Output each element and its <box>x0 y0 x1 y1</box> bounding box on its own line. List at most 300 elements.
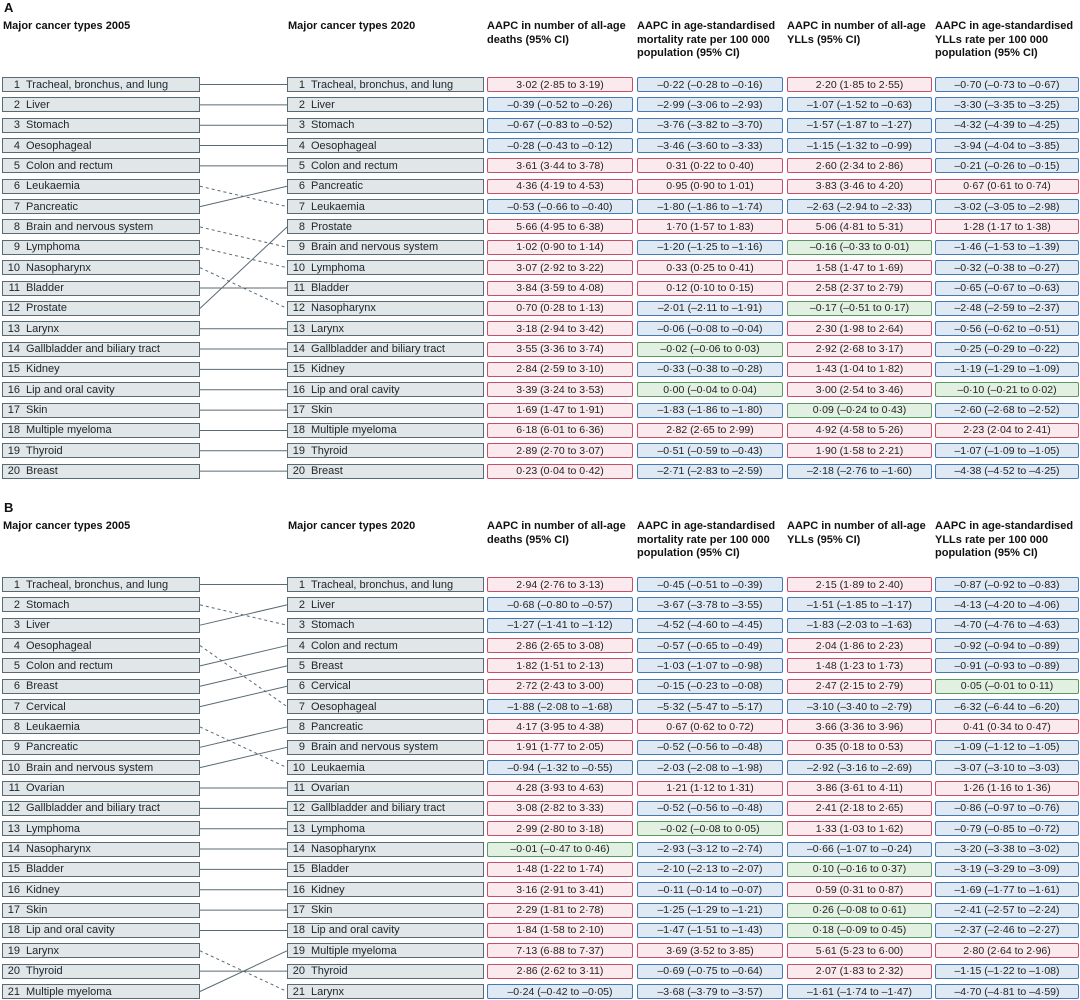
rank-number: 3 <box>13 619 20 632</box>
cancer-2005-box <box>2 658 200 673</box>
cancer-name: Thyroid <box>311 965 348 978</box>
aapc-ylls_rate-box: –1·09 (–1·12 to –1·05) <box>935 740 1079 755</box>
cancer-name: Nasopharynx <box>311 302 376 315</box>
aapc-mortality_rate-box: –3·68 (–3·79 to –3·57) <box>637 984 783 999</box>
cancer-name: Leukaemia <box>26 180 80 193</box>
rank-number: 6 <box>298 180 305 193</box>
aapc-ylls-box: 0·26 (–0·08 to 0·61) <box>787 903 932 918</box>
aapc-ylls_rate-box: –2·37 (–2·46 to –2·27) <box>935 923 1079 938</box>
cancer-name: Multiple myeloma <box>26 424 112 437</box>
aapc-mortality_rate-box: –3·46 (–3·60 to –3·33) <box>637 138 783 153</box>
cancer-name: Skin <box>311 404 333 417</box>
cancer-name: Prostate <box>26 302 67 315</box>
cancer-name: Multiple myeloma <box>311 424 397 437</box>
aapc-ylls-box: 2·07 (1·83 to 2·32) <box>787 964 932 979</box>
rank-number: 7 <box>13 700 20 713</box>
cancer-name: Prostate <box>311 220 352 233</box>
aapc-ylls_rate-box: –4·38 (–4·52 to –4·25) <box>935 464 1079 479</box>
aapc-mortality_rate-box: –0·45 (–0·51 to –0·39) <box>637 577 783 592</box>
cancer-name: Oesophageal <box>26 139 92 152</box>
header-cancer-2005: Major cancer types 2005 <box>3 20 131 32</box>
aapc-ylls-box: 2·60 (2·34 to 2·86) <box>787 158 932 173</box>
aapc-ylls-box: 0·59 (0·31 to 0·87) <box>787 882 932 897</box>
rank-number: 9 <box>13 741 20 754</box>
cancer-name: Colon and rectum <box>26 159 113 172</box>
rank-number: 20 <box>7 965 20 978</box>
cancer-2020-box <box>287 699 484 714</box>
aapc-deaths-box: 5·66 (4·95 to 6·38) <box>487 219 633 234</box>
rank-number: 6 <box>298 680 305 693</box>
aapc-ylls_rate-box: –2·41 (–2·57 to –2·24) <box>935 903 1079 918</box>
cancer-2005-box <box>2 618 200 633</box>
rank-number: 21 <box>292 985 305 998</box>
cancer-2005-box <box>2 138 200 153</box>
cancer-name: Tracheal, bronchus, and lung <box>311 78 454 91</box>
cancer-name: Pancreatic <box>26 200 78 213</box>
aapc-ylls_rate-box: –4·13 (–4·20 to –4·06) <box>935 597 1079 612</box>
aapc-deaths-box: –0·01 (–0·47 to 0·46) <box>487 842 633 857</box>
cancer-2005-box <box>2 903 200 918</box>
cancer-2005-box <box>2 240 200 255</box>
cancer-name: Breast <box>26 465 58 478</box>
aapc-ylls_rate-box: –3·19 (–3·29 to –3·09) <box>935 862 1079 877</box>
rank-number: 10 <box>7 761 20 774</box>
cancer-name: Oesophageal <box>311 700 377 713</box>
rank-number: 7 <box>298 700 305 713</box>
aapc-deaths-box: 3·39 (3·24 to 3·53) <box>487 382 633 397</box>
cancer-2020-box <box>287 740 484 755</box>
aapc-ylls_rate-box: –2·60 (–2·68 to –2·52) <box>935 403 1079 418</box>
cancer-2005-box <box>2 77 200 92</box>
cancer-name: Thyroid <box>26 965 63 978</box>
aapc-ylls-box: –2·63 (–2·94 to –2·33) <box>787 199 932 214</box>
aapc-mortality_rate-box: 0·67 (0·62 to 0·72) <box>637 719 783 734</box>
cancer-2005-box <box>2 882 200 897</box>
aapc-ylls_rate-box: –0·92 (–0·94 to –0·89) <box>935 638 1079 653</box>
aapc-deaths-box: 4·36 (4·19 to 4·53) <box>487 179 633 194</box>
cancer-name: Pancreatic <box>26 741 78 754</box>
rank-number: 1 <box>298 578 305 591</box>
cancer-name: Liver <box>26 98 50 111</box>
cancer-2005-box <box>2 403 200 418</box>
aapc-ylls_rate-box: –0·79 (–0·85 to –0·72) <box>935 821 1079 836</box>
cancer-name: Brain and nervous system <box>311 241 439 254</box>
cancer-2005-box <box>2 842 200 857</box>
aapc-mortality_rate-box: 3·69 (3·52 to 3·85) <box>637 943 783 958</box>
aapc-mortality_rate-box: –1·20 (–1·25 to –1·16) <box>637 240 783 255</box>
aapc-mortality_rate-box: –2·93 (–3·12 to –2·74) <box>637 842 783 857</box>
aapc-ylls-box: 1·58 (1·47 to 1·69) <box>787 260 932 275</box>
cancer-name: Lymphoma <box>26 822 81 835</box>
aapc-ylls_rate-box: –3·02 (–3·05 to –2·98) <box>935 199 1079 214</box>
aapc-mortality_rate-box: –3·76 (–3·82 to –3·70) <box>637 118 783 133</box>
rank-number: 5 <box>298 659 305 672</box>
cancer-2020-box <box>287 179 484 194</box>
aapc-deaths-box: 1·02 (0·90 to 1·14) <box>487 240 633 255</box>
cancer-name: Ovarian <box>26 782 65 794</box>
cancer-name: Breast <box>311 465 343 478</box>
aapc-mortality_rate-box: –0·57 (–0·65 to –0·49) <box>637 638 783 653</box>
aapc-mortality_rate-box: –4·52 (–4·60 to –4·45) <box>637 618 783 633</box>
cancer-2005-box <box>2 597 200 612</box>
aapc-deaths-box: 1·69 (1·47 to 1·91) <box>487 403 633 418</box>
rank-number: 14 <box>292 343 305 356</box>
aapc-ylls_rate-box: –4·70 (–4·76 to –4·63) <box>935 618 1079 633</box>
cancer-2005-box <box>2 464 200 479</box>
aapc-mortality_rate-box: –2·01 (–2·11 to –1·91) <box>637 301 783 316</box>
cancer-2020-box <box>287 597 484 612</box>
header-aapc-deaths: AAPC in number of all-age deaths (95% CI) <box>487 520 626 546</box>
cancer-name: Larynx <box>311 985 345 998</box>
cancer-name: Colon and rectum <box>311 159 398 172</box>
rank-number: 10 <box>292 261 305 274</box>
cancer-2005-box <box>2 199 200 214</box>
cancer-2020-box <box>287 240 484 255</box>
cancer-2020-box <box>287 138 484 153</box>
aapc-mortality_rate-box: –1·80 (–1·86 to –1·74) <box>637 199 783 214</box>
aapc-deaths-box: –0·67 (–0·83 to –0·52) <box>487 118 633 133</box>
aapc-ylls_rate-box: –0·21 (–0·26 to –0·15) <box>935 158 1079 173</box>
cancer-2005-box <box>2 719 200 734</box>
cancer-2020-box <box>287 97 484 112</box>
aapc-mortality_rate-box: 1·70 (1·57 to 1·83) <box>637 219 783 234</box>
aapc-ylls-box: –1·07 (–1·52 to –0·63) <box>787 97 932 112</box>
header-aapc-ylls: AAPC in number of all-age YLLs (95% CI) <box>787 520 926 546</box>
aapc-deaths-box: 2·86 (2·65 to 3·08) <box>487 638 633 653</box>
rank-number: 11 <box>8 782 20 794</box>
cancer-2005-box <box>2 984 200 999</box>
rank-number: 17 <box>7 404 20 417</box>
cancer-name: Oesophageal <box>26 639 92 652</box>
cancer-2020-box <box>287 862 484 877</box>
aapc-ylls_rate-box: –1·69 (–1·77 to –1·61) <box>935 882 1079 897</box>
cancer-2005-box <box>2 158 200 173</box>
rank-number: 18 <box>292 924 305 937</box>
aapc-ylls_rate-box: –0·56 (–0·62 to –0·51) <box>935 321 1079 336</box>
rank-number: 5 <box>13 159 20 172</box>
cancer-2005-box <box>2 321 200 336</box>
cancer-name: Lymphoma <box>311 261 366 274</box>
rank-number: 8 <box>13 220 20 233</box>
cancer-name: Bladder <box>311 282 349 294</box>
rank-number: 13 <box>292 322 305 335</box>
cancer-2020-box <box>287 260 484 275</box>
cancer-2005-box <box>2 801 200 816</box>
rank-number: 14 <box>292 843 305 856</box>
cancer-2020-box <box>287 923 484 938</box>
rank-number: 4 <box>298 639 305 652</box>
cancer-name: Ovarian <box>311 782 350 794</box>
aapc-ylls-box: 5·61 (5·23 to 6·00) <box>787 943 932 958</box>
rank-number: 2 <box>13 598 20 611</box>
cancer-2005-box <box>2 179 200 194</box>
aapc-mortality_rate-box: –1·25 (–1·29 to –1·21) <box>637 903 783 918</box>
aapc-ylls-box: 3·86 (3·61 to 4·11) <box>787 781 932 796</box>
header-cancer-2020: Major cancer types 2020 <box>288 20 416 32</box>
aapc-deaths-box: –0·39 (–0·52 to –0·26) <box>487 97 633 112</box>
aapc-deaths-box: 3·61 (3·44 to 3·78) <box>487 158 633 173</box>
cancer-2020-box <box>287 382 484 397</box>
cancer-2020-box <box>287 658 484 673</box>
cancer-name: Nasopharynx <box>311 843 376 856</box>
aapc-ylls-box: –2·92 (–3·16 to –2·69) <box>787 760 932 775</box>
cancer-name: Gallbladder and biliary tract <box>26 343 160 356</box>
rank-number: 2 <box>298 598 305 611</box>
cancer-2005-box <box>2 862 200 877</box>
aapc-ylls_rate-box: –3·20 (–3·38 to –3·02) <box>935 842 1079 857</box>
aapc-ylls-box: 2·30 (1·98 to 2·64) <box>787 321 932 336</box>
aapc-deaths-box: 2·72 (2·43 to 3·00) <box>487 679 633 694</box>
aapc-mortality_rate-box: 1·21 (1·12 to 1·31) <box>637 781 783 796</box>
header-aapc-ylls-rate: AAPC in age-standardised YLLs rate per 100 000 population (95% CI) <box>935 520 1074 559</box>
rank-number: 3 <box>298 619 305 632</box>
rank-number: 10 <box>292 761 305 774</box>
aapc-ylls-box: –1·61 (–1·74 to –1·47) <box>787 984 932 999</box>
rank-number: 12 <box>7 302 20 315</box>
cancer-name: Stomach <box>311 119 355 132</box>
aapc-deaths-box: –1·88 (–2·08 to –1·68) <box>487 699 633 714</box>
aapc-ylls-box: 2·20 (1·85 to 2·55) <box>787 77 932 92</box>
cancer-2005-box <box>2 964 200 979</box>
rank-number: 8 <box>13 720 20 733</box>
rank-number: 18 <box>7 424 20 437</box>
cancer-name: Brain and nervous system <box>26 220 154 233</box>
aapc-ylls_rate-box: –0·70 (–0·73 to –0·67) <box>935 77 1079 92</box>
aapc-ylls-box: 3·66 (3·36 to 3·96) <box>787 719 932 734</box>
header-aapc-mortality-rate: AAPC in age-standardised mortality rate per 100 000 population (95% CI) <box>637 20 776 59</box>
cancer-2020-box <box>287 219 484 234</box>
aapc-mortality_rate-box: 0·31 (0·22 to 0·40) <box>637 158 783 173</box>
cancer-name: Bladder <box>311 863 349 876</box>
rank-number: 15 <box>7 863 20 876</box>
aapc-ylls-box: –0·17 (–0·51 to 0·17) <box>787 301 932 316</box>
aapc-ylls_rate-box: –4·32 (–4·39 to –4·25) <box>935 118 1079 133</box>
aapc-ylls_rate-box: –0·25 (–0·29 to –0·22) <box>935 342 1079 357</box>
aapc-deaths-box: 1·91 (1·77 to 2·05) <box>487 740 633 755</box>
aapc-ylls-box: 5·06 (4·81 to 5·31) <box>787 219 932 234</box>
rank-number: 18 <box>7 924 20 937</box>
aapc-deaths-box: 3·07 (2·92 to 3·22) <box>487 260 633 275</box>
rank-number: 17 <box>292 904 305 917</box>
cancer-2005-box <box>2 443 200 458</box>
cancer-name: Tracheal, bronchus, and lung <box>26 78 169 91</box>
aapc-mortality_rate-box: –2·71 (–2·83 to –2·59) <box>637 464 783 479</box>
rank-number: 19 <box>292 444 305 457</box>
aapc-mortality_rate-box: –0·06 (–0·08 to –0·04) <box>637 321 783 336</box>
aapc-ylls-box: 2·15 (1·89 to 2·40) <box>787 577 932 592</box>
aapc-ylls_rate-box: –4·70 (–4·81 to –4·59) <box>935 984 1079 999</box>
aapc-deaths-box: 0·70 (0·28 to 1·13) <box>487 301 633 316</box>
rank-link-line <box>200 727 287 768</box>
cancer-2005-box <box>2 219 200 234</box>
cancer-2020-box <box>287 301 484 316</box>
aapc-deaths-box: 1·82 (1·51 to 2·13) <box>487 658 633 673</box>
rank-number: 2 <box>298 98 305 111</box>
aapc-deaths-box: 0·23 (0·04 to 0·42) <box>487 464 633 479</box>
header-aapc-deaths: AAPC in number of all-age deaths (95% CI) <box>487 20 626 46</box>
cancer-2020-box <box>287 943 484 958</box>
rank-link-line <box>200 646 287 666</box>
aapc-ylls_rate-box: –1·07 (–1·09 to –1·05) <box>935 443 1079 458</box>
cancer-2005-box <box>2 423 200 438</box>
cancer-2020-box <box>287 821 484 836</box>
rank-number: 12 <box>292 302 305 315</box>
aapc-ylls-box: –1·83 (–2·03 to –1·63) <box>787 618 932 633</box>
cancer-name: Thyroid <box>311 444 348 457</box>
rank-number: 6 <box>13 680 20 693</box>
rank-link-line <box>200 686 287 706</box>
cancer-name: Stomach <box>311 619 355 632</box>
aapc-deaths-box: –0·53 (–0·66 to –0·40) <box>487 199 633 214</box>
cancer-2005-box <box>2 679 200 694</box>
aapc-mortality_rate-box: –0·51 (–0·59 to –0·43) <box>637 443 783 458</box>
cancer-2005-box <box>2 260 200 275</box>
panel-a-label: A <box>4 0 14 15</box>
aapc-deaths-box: 1·48 (1·22 to 1·74) <box>487 862 633 877</box>
rank-link-line <box>200 727 287 747</box>
aapc-deaths-box: 2·99 (2·80 to 3·18) <box>487 821 633 836</box>
cancer-name: Gallbladder and biliary tract <box>311 343 445 356</box>
cancer-name: Oesophageal <box>311 139 377 152</box>
aapc-mortality_rate-box: –0·02 (–0·08 to 0·05) <box>637 821 783 836</box>
rank-number: 16 <box>292 383 305 396</box>
rank-number: 8 <box>298 720 305 733</box>
aapc-deaths-box: –0·94 (–1·32 to –0·55) <box>487 760 633 775</box>
aapc-deaths-box: 2·89 (2·70 to 3·07) <box>487 443 633 458</box>
aapc-ylls_rate-box: –1·46 (–1·53 to –1·39) <box>935 240 1079 255</box>
cancer-2020-box <box>287 903 484 918</box>
cancer-name: Lip and oral cavity <box>26 383 115 396</box>
cancer-2020-box <box>287 443 484 458</box>
rank-number: 20 <box>292 465 305 478</box>
aapc-mortality_rate-box: –1·03 (–1·07 to –0·98) <box>637 658 783 673</box>
aapc-ylls_rate-box: –1·15 (–1·22 to –1·08) <box>935 964 1079 979</box>
rank-number: 13 <box>7 322 20 335</box>
cancer-name: Tracheal, bronchus, and lung <box>26 578 169 591</box>
aapc-ylls-box: –2·18 (–2·76 to –1·60) <box>787 464 932 479</box>
aapc-ylls-box: 2·92 (2·68 to 3·17) <box>787 342 932 357</box>
cancer-2005-box <box>2 342 200 357</box>
aapc-mortality_rate-box: –3·67 (–3·78 to –3·55) <box>637 597 783 612</box>
rank-number: 11 <box>8 282 20 294</box>
cancer-2020-box <box>287 77 484 92</box>
cancer-2020-box <box>287 760 484 775</box>
rank-number: 16 <box>7 383 20 396</box>
aapc-ylls-box: 4·92 (4·58 to 5·26) <box>787 423 932 438</box>
aapc-deaths-box: 3·02 (2·85 to 3·19) <box>487 77 633 92</box>
rank-number: 19 <box>7 444 20 457</box>
rank-number: 3 <box>298 119 305 132</box>
rank-number: 1 <box>298 78 305 91</box>
cancer-name: Gallbladder and biliary tract <box>26 802 160 815</box>
header-aapc-ylls-rate: AAPC in age-standardised YLLs rate per 100 000 population (95% CI) <box>935 20 1074 59</box>
cancer-name: Gallbladder and biliary tract <box>311 802 445 815</box>
cancer-2020-box <box>287 618 484 633</box>
cancer-2020-box <box>287 781 484 796</box>
rank-number: 16 <box>7 883 20 896</box>
rank-number: 4 <box>13 139 20 152</box>
panel-b-label: B <box>4 500 14 515</box>
aapc-ylls_rate-box: 0·41 (0·34 to 0·47) <box>935 719 1079 734</box>
aapc-mortality_rate-box: –0·11 (–0·14 to –0·07) <box>637 882 783 897</box>
aapc-deaths-box: 4·28 (3·93 to 4·63) <box>487 781 633 796</box>
cancer-name: Colon and rectum <box>26 659 113 672</box>
cancer-name: Tracheal, bronchus, and lung <box>311 578 454 591</box>
aapc-ylls_rate-box: 1·26 (1·16 to 1·36) <box>935 781 1079 796</box>
cancer-name: Pancreatic <box>311 180 363 193</box>
rank-number: 12 <box>7 802 20 815</box>
cancer-name: Liver <box>311 98 335 111</box>
cancer-2020-box <box>287 321 484 336</box>
cancer-name: Stomach <box>26 119 70 132</box>
rank-number: 3 <box>13 119 20 132</box>
cancer-name: Leukaemia <box>26 720 80 733</box>
cancer-name: Larynx <box>311 322 345 335</box>
cancer-name: Kidney <box>311 363 345 376</box>
aapc-deaths-box: 3·08 (2·82 to 3·33) <box>487 801 633 816</box>
aapc-mortality_rate-box: 0·95 (0·90 to 1·01) <box>637 179 783 194</box>
cancer-name: Liver <box>26 619 50 632</box>
rank-number: 20 <box>7 465 20 478</box>
panel-b <box>0 500 1080 1000</box>
aapc-ylls-box: –3·10 (–3·40 to –2·79) <box>787 699 932 714</box>
rank-number: 4 <box>13 639 20 652</box>
aapc-ylls_rate-box: 2·80 (2·64 to 2·96) <box>935 943 1079 958</box>
cancer-2005-box <box>2 923 200 938</box>
rank-number: 19 <box>292 944 305 957</box>
aapc-mortality_rate-box: –0·33 (–0·38 to –0·28) <box>637 362 783 377</box>
cancer-2005-box <box>2 301 200 316</box>
cancer-name: Leukaemia <box>311 200 365 213</box>
rank-number: 8 <box>298 220 305 233</box>
rank-number: 6 <box>13 180 20 193</box>
aapc-mortality_rate-box: –0·52 (–0·56 to –0·48) <box>637 801 783 816</box>
rank-link-line <box>200 747 287 767</box>
cancer-name: Skin <box>26 904 48 917</box>
aapc-ylls-box: 1·48 (1·23 to 1·73) <box>787 658 932 673</box>
cancer-2005-box <box>2 382 200 397</box>
header-cancer-2020: Major cancer types 2020 <box>288 520 416 532</box>
aapc-ylls-box: 1·43 (1·04 to 1·82) <box>787 362 932 377</box>
header-aapc-mortality-rate: AAPC in age-standardised mortality rate per 100 000 population (95% CI) <box>637 520 776 559</box>
aapc-ylls-box: 0·18 (–0·09 to 0·45) <box>787 923 932 938</box>
cancer-2005-box <box>2 97 200 112</box>
cancer-name: Lymphoma <box>311 822 366 835</box>
aapc-deaths-box: 1·84 (1·58 to 2·10) <box>487 923 633 938</box>
cancer-name: Kidney <box>26 883 60 896</box>
aapc-ylls_rate-box: –2·48 (–2·59 to –2·37) <box>935 301 1079 316</box>
cancer-2020-box <box>287 281 484 296</box>
rank-number: 10 <box>7 261 20 274</box>
cancer-name: Pancreatic <box>311 720 363 733</box>
aapc-mortality_rate-box: –0·15 (–0·23 to –0·08) <box>637 679 783 694</box>
rank-link-line <box>200 227 287 247</box>
aapc-ylls-box: 3·83 (3·46 to 4·20) <box>787 179 932 194</box>
aapc-mortality_rate-box: –2·03 (–2·08 to –1·98) <box>637 760 783 775</box>
cancer-2020-box <box>287 362 484 377</box>
cancer-2020-box <box>287 464 484 479</box>
cancer-2005-box <box>2 699 200 714</box>
cancer-name: Leukaemia <box>311 761 365 774</box>
cancer-name: Lip and oral cavity <box>311 924 400 937</box>
aapc-ylls_rate-box: –0·65 (–0·67 to –0·63) <box>935 281 1079 296</box>
aapc-ylls-box: 3·00 (2·54 to 3·46) <box>787 382 932 397</box>
aapc-ylls-box: 2·58 (2·37 to 2·79) <box>787 281 932 296</box>
aapc-ylls-box: 1·33 (1·03 to 1·62) <box>787 821 932 836</box>
aapc-deaths-box: –0·28 (–0·43 to –0·12) <box>487 138 633 153</box>
cancer-2005-box <box>2 740 200 755</box>
rank-number: 9 <box>298 241 305 254</box>
